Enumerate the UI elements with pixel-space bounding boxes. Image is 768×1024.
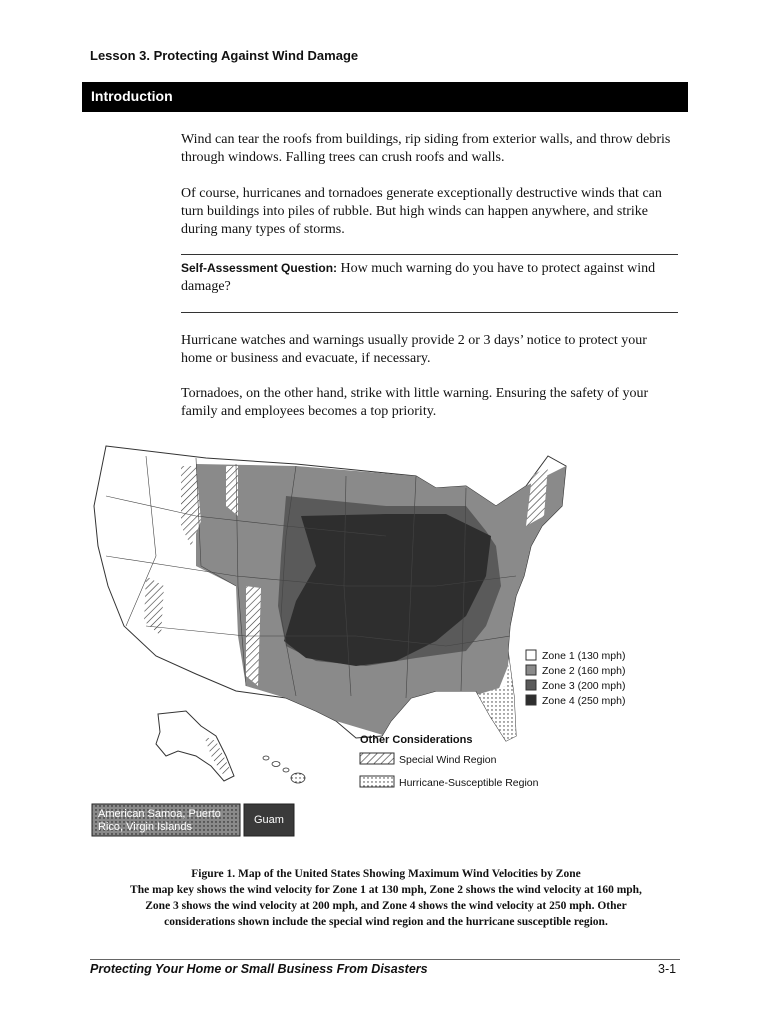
zone-1-label: Zone 1 (130 mph) bbox=[542, 650, 626, 662]
special-wind-label: Special Wind Region bbox=[399, 754, 497, 766]
territories-box bbox=[92, 804, 294, 836]
question-label: Self-Assessment Question: bbox=[181, 261, 338, 275]
hurricane-label: Hurricane-Susceptible Region bbox=[399, 777, 539, 789]
caption-line-4: considerations shown include the special wind region and the hurricane susceptible region. bbox=[164, 916, 608, 928]
zone-2-label: Zone 2 (160 mph) bbox=[542, 665, 626, 677]
paragraph-tornadoes: Tornadoes, on the other hand, strike with little warning. Ensuring the safety of your family and employees becomes a top priority. bbox=[181, 386, 649, 419]
footer-divider bbox=[90, 959, 680, 960]
paragraph-wind-damage: Wind can tear the roofs from buildings, rip siding from exterior walls, and throw debris through windows. Falling trees can crush roofs and walls. bbox=[181, 132, 671, 165]
section-title: Introduction bbox=[91, 88, 173, 104]
zone-3-label: Zone 3 (200 mph) bbox=[542, 680, 626, 692]
zone-1-swatch bbox=[526, 650, 536, 660]
other-considerations-legend bbox=[360, 734, 539, 789]
zone-4-swatch bbox=[526, 695, 536, 705]
caption-line-3: Zone 3 shows the wind velocity at 200 mph, and Zone 4 shows the wind velocity at 250 mph. Other bbox=[145, 900, 627, 912]
territory-samoa-label-1: American Samoa, Puerto bbox=[98, 808, 221, 820]
question-text: How much warning do you have to protect against wind damage? bbox=[181, 261, 656, 294]
caption-line-1: Figure 1. Map of the United States Showing Maximum Wind Velocities by Zone bbox=[191, 868, 581, 880]
lesson-title: Lesson 3. Protecting Against Wind Damage bbox=[90, 48, 359, 63]
page-number: 3-1 bbox=[658, 962, 677, 976]
map-hawaii bbox=[263, 756, 305, 783]
paragraph-hurricanes: Of course, hurricanes and tornadoes generate exceptionally destructive winds that can turn buildings into piles of rubble. But high winds can happen anywhere, and strike during many types of storms. bbox=[181, 186, 662, 237]
map-alaska bbox=[156, 711, 234, 781]
section-header-bar bbox=[82, 82, 688, 112]
territory-guam-label: Guam bbox=[254, 814, 284, 826]
zone-legend bbox=[526, 650, 625, 707]
footer-title: Protecting Your Home or Small Business From Disasters bbox=[90, 962, 428, 976]
hurricane-swatch bbox=[360, 776, 394, 787]
territory-samoa-label-2: Rico, Virgin Islands bbox=[98, 821, 192, 833]
divider-top bbox=[181, 254, 678, 255]
figure-caption bbox=[96, 866, 676, 930]
zone-2-swatch bbox=[526, 665, 536, 675]
paragraph-warnings: Hurricane watches and warnings usually provide 2 or 3 days’ notice to protect your home or business and evacuate, if necessary. bbox=[181, 333, 647, 366]
divider-bottom bbox=[181, 312, 678, 313]
caption-line-2: The map key shows the wind velocity for Zone 1 at 130 mph, Zone 2 shows the wind velocity at 160 mph, bbox=[130, 884, 642, 896]
zone-3-swatch bbox=[526, 680, 536, 690]
map-usa-mainland bbox=[94, 446, 566, 741]
zone-4-label: Zone 4 (250 mph) bbox=[542, 695, 626, 707]
self-assessment-question bbox=[181, 259, 676, 296]
other-considerations-title: Other Considerations bbox=[360, 734, 473, 746]
special-wind-swatch bbox=[360, 753, 394, 764]
wind-zone-map bbox=[86, 436, 632, 838]
